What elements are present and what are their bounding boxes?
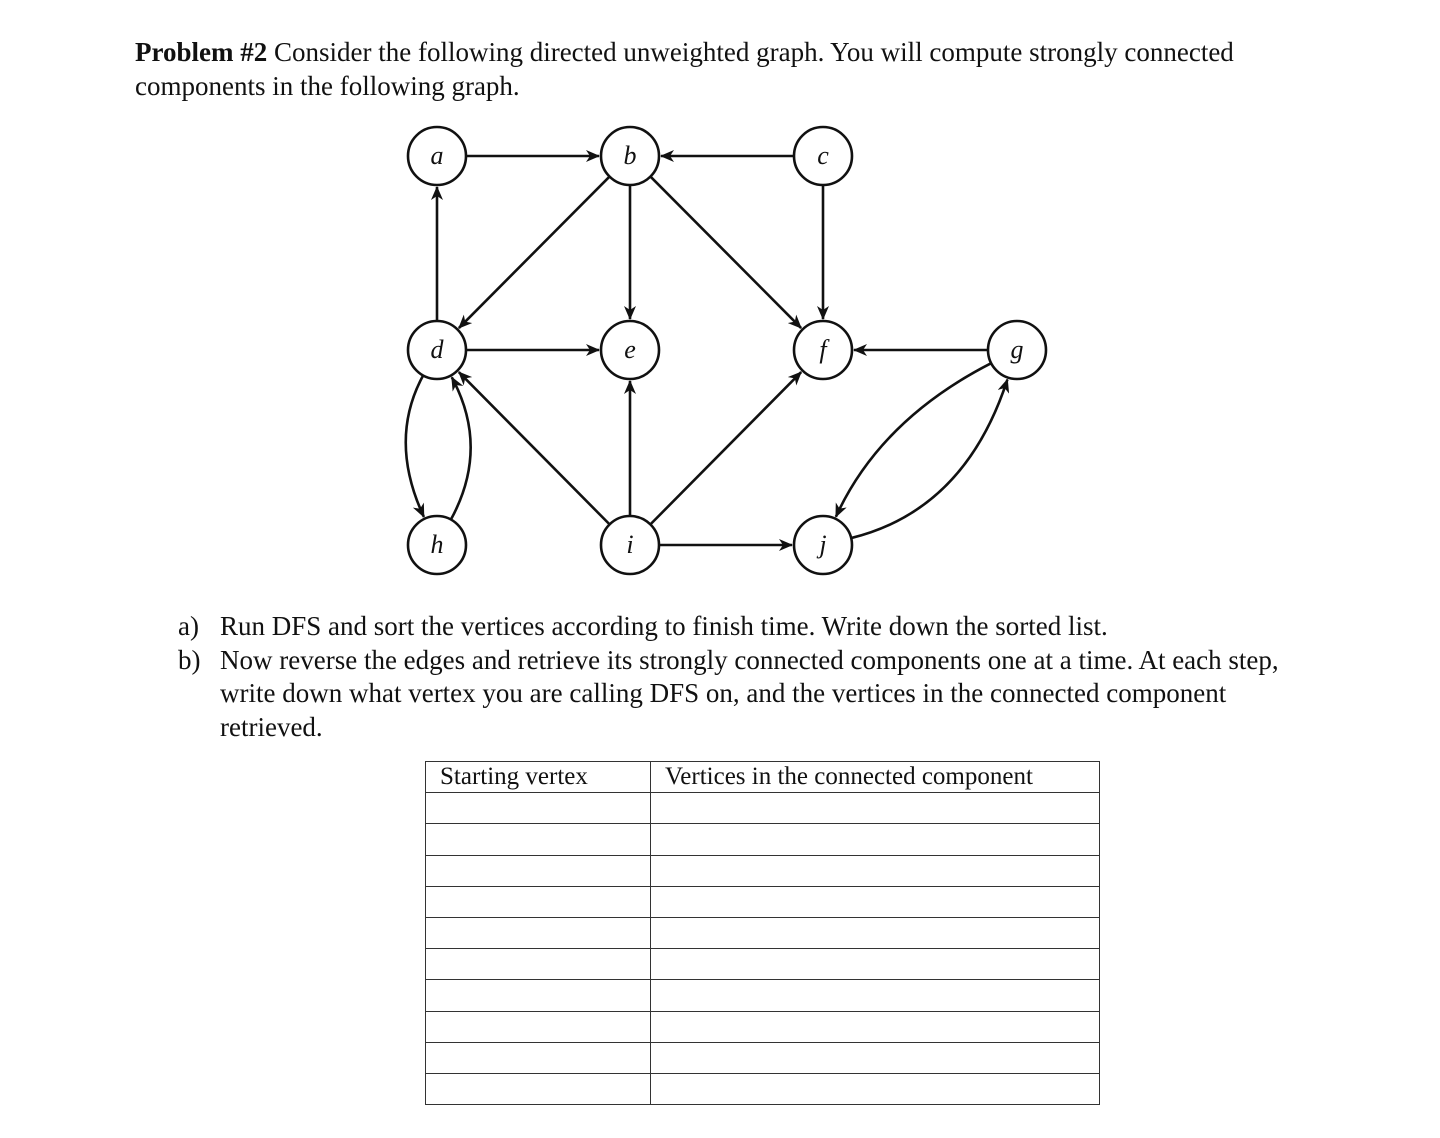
starting-vertex-cell[interactable]	[426, 824, 651, 855]
component-vertices-cell[interactable]	[651, 855, 1100, 886]
component-vertices-cell[interactable]	[651, 949, 1100, 980]
node-e	[601, 321, 659, 379]
node-j	[794, 516, 852, 574]
question-a-marker: a)	[178, 611, 199, 641]
table-row	[426, 886, 1100, 917]
node-f	[794, 321, 852, 379]
answer-table	[425, 761, 1100, 1105]
edge-b-to-d	[459, 177, 610, 328]
node-label-a: a	[430, 141, 444, 170]
node-label-d: d	[430, 335, 444, 364]
table-row	[426, 917, 1100, 948]
problem-text: Consider the following directed unweighted graph. You will compute strongly connected components in the following graph.	[135, 37, 1234, 101]
table-body	[426, 793, 1100, 1105]
node-label-g: g	[1010, 335, 1024, 364]
question-list	[178, 610, 1298, 744]
starting-vertex-cell[interactable]	[426, 1042, 651, 1073]
component-vertices-cell[interactable]	[651, 980, 1100, 1011]
component-vertices-cell[interactable]	[651, 824, 1100, 855]
table-row	[426, 980, 1100, 1011]
starting-vertex-cell[interactable]	[426, 1073, 651, 1104]
node-label-c: c	[817, 141, 829, 170]
edge-i-to-f	[650, 372, 801, 524]
starting-vertex-cell[interactable]	[426, 1011, 651, 1042]
table-row	[426, 793, 1100, 824]
question-b-marker: b)	[178, 644, 201, 675]
edge-b-to-f	[650, 177, 801, 328]
starting-vertex-cell[interactable]	[426, 855, 651, 886]
starting-vertex-cell[interactable]	[426, 949, 651, 980]
node-label-j: j	[819, 530, 827, 559]
question-b	[178, 644, 1298, 745]
node-label-b: b	[623, 141, 637, 170]
table-row	[426, 949, 1100, 980]
problem-label: Problem #2	[135, 37, 268, 67]
table-header-row	[426, 762, 1100, 793]
header-vertices-component: Vertices in the connected component	[651, 762, 1100, 793]
header-starting-vertex: Starting vertex	[426, 762, 651, 793]
question-a	[178, 610, 1298, 644]
node-label-i: i	[626, 530, 634, 559]
component-vertices-cell[interactable]	[651, 886, 1100, 917]
edge-d-to-h	[406, 375, 424, 516]
node-c	[794, 127, 852, 185]
component-vertices-cell[interactable]	[651, 1042, 1100, 1073]
table-row	[426, 1042, 1100, 1073]
edge-g-to-j	[836, 363, 991, 517]
node-label-h: h	[430, 530, 444, 559]
component-vertices-cell[interactable]	[651, 1073, 1100, 1104]
node-d	[408, 321, 466, 379]
node-a	[408, 127, 466, 185]
node-h	[408, 516, 466, 574]
node-label-e: e	[624, 335, 636, 364]
component-vertices-cell[interactable]	[651, 917, 1100, 948]
node-i	[601, 516, 659, 574]
table-row	[426, 1073, 1100, 1104]
question-b-text: Now reverse the edges and retrieve its strongly connected components one at a time. At each step, write down what vertex you are calling DFS on, and the vertices in the connected component retrieved.	[220, 644, 1279, 742]
table-row	[426, 855, 1100, 886]
node-b	[601, 127, 659, 185]
edge-i-to-d	[459, 372, 610, 524]
starting-vertex-cell[interactable]	[426, 980, 651, 1011]
question-a-text: Run DFS and sort the vertices according to finish time. Write down the sorted list.	[220, 611, 1108, 641]
component-vertices-cell[interactable]	[651, 793, 1100, 824]
table-row	[426, 1011, 1100, 1042]
edge-h-to-d	[451, 377, 471, 519]
table-row	[426, 824, 1100, 855]
node-label-f: f	[819, 335, 827, 364]
component-vertices-cell[interactable]	[651, 1011, 1100, 1042]
starting-vertex-cell[interactable]	[426, 886, 651, 917]
node-g	[988, 321, 1046, 379]
starting-vertex-cell[interactable]	[426, 917, 651, 948]
starting-vertex-cell[interactable]	[426, 793, 651, 824]
